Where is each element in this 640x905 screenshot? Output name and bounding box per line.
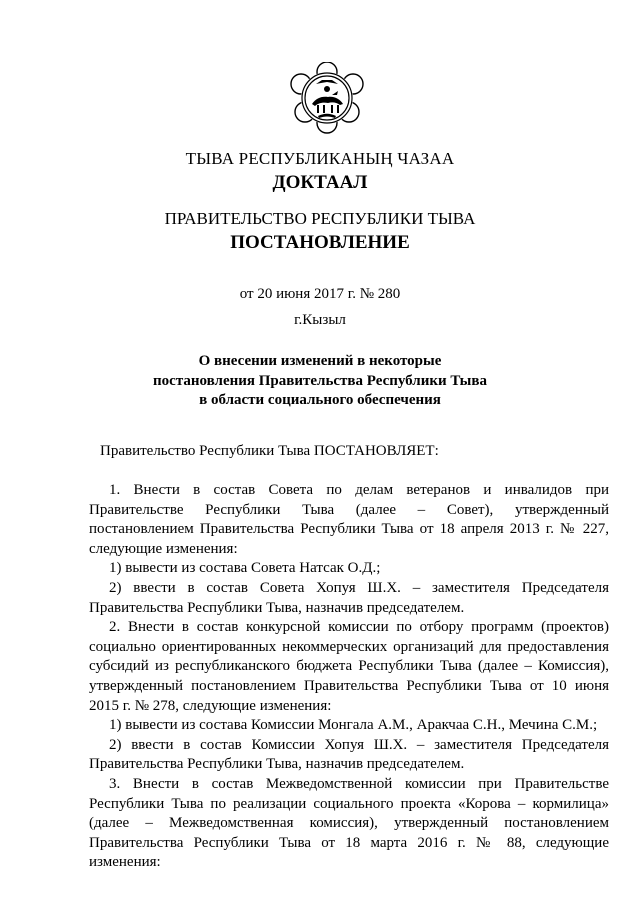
paragraph: 2. Внести в состав конкурсной комиссии по отбору программ (проектов) социально ориентированных некоммерческих организаций для предоставления субсидий из республиканского бюджета Республики Тыва (далее – Комиссия), утвержденный постановлением Правительства Республики Тыва от 10 июня 2015 г. № 278, следующие изменения: (89, 619, 609, 714)
paragraph: 1. Внести в состав Совета по делам ветеранов и инвалидов при Правительстве Республики Тыва (далее – Совет), утвержденный постановлением Правительства Республики Тыва от 18 апреля 2013 г. № 227, следующие изменения: (89, 482, 609, 557)
document-title (0, 352, 640, 411)
document-type-tyva: ДОКТААЛ (272, 172, 368, 193)
paragraph: 1) вывести из состава Совета Натсак О.Д.; (109, 560, 381, 577)
title-line: О внесении изменений в некоторые (198, 353, 442, 369)
title-line: постановления Правительства Республики Тыва (153, 372, 487, 389)
paragraph: 3. Внести в состав Межведомственной комиссии при Правительстве Республики Тыва по реализации социального проекта «Корова – кормилица» (далее – Межведомственная комиссия), утвержденный постановлением Правительства Республики Тыва от 18 марта 2016 г. № 88, следующие изменения: (89, 775, 609, 871)
paragraph: 2) ввести в состав Комиссии Хопуя Ш.Х. – заместителя Председателя Правительства Республики Тыва, назначив председателем. (89, 736, 609, 773)
government-name-tyva: ТЫВА РЕСПУБЛИКАНЫҢ ЧАЗАА (185, 149, 455, 168)
preamble: Правительство Республики Тыва ПОСТАНОВЛЯЕТ: (100, 443, 439, 459)
document-body (89, 481, 609, 873)
document-date-number: от 20 июня 2017 г. № 280 (239, 286, 401, 302)
paragraph: 2) ввести в состав Совета Хопуя Ш.Х. – заместителя Председателя Правительства Республики Тыва, назначив председателем. (89, 579, 609, 616)
title-line: в области социального обеспечения (199, 392, 441, 408)
paragraph: 1) вывести из состава Комиссии Монгала А.М., Аракчаа С.Н., Мечина С.М.; (109, 717, 598, 734)
document-type-ru: ПОСТАНОВЛЕНИЕ (230, 232, 410, 253)
government-name-ru: ПРАВИТЕЛЬСТВО РЕСПУБЛИКИ ТЫВА (164, 209, 476, 228)
tuva-coat-of-arms-icon (288, 62, 366, 134)
document-city: г.Кызыл (294, 312, 346, 328)
